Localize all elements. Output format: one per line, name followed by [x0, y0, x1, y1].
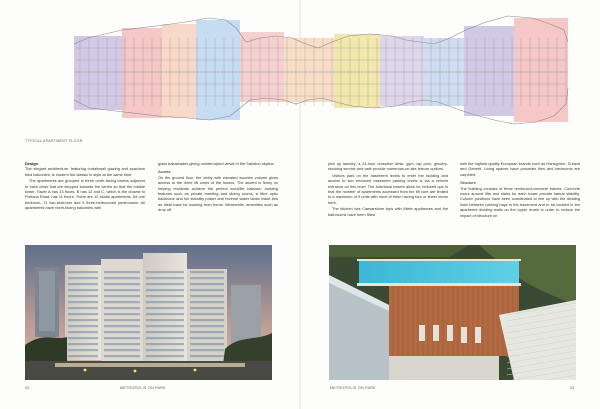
window-band	[190, 331, 224, 333]
window-band	[146, 313, 184, 315]
plan-apartment-zone	[74, 36, 126, 110]
plan-apartment-zone	[514, 18, 568, 122]
window-band	[190, 289, 224, 291]
window-band	[104, 295, 140, 297]
window-band	[68, 295, 98, 297]
paragraph: glass balustrades giving uninterrupted views of the Sandton skyline.	[158, 161, 275, 166]
paragraph: pick up laundry, a 24-hour reception desk, gym, lap pool, grocery-stocking service and café provide numerous on-site leisure options.	[328, 161, 448, 172]
window-band	[68, 307, 98, 309]
paragraph: On the ground floor, the lobby with elevated wooden volume gives access to the three lift cores of the towers. The accent is firmly on helping residents achieve the perfect work/life balance: building features such as private meeting and dining rooms, a fibre optic backbone and full standby power and reverse water tanks make this an ideal base for working from home. Meanwhile, amenities such as drop off	[158, 174, 278, 213]
window-band	[68, 313, 98, 315]
window-band	[68, 271, 98, 273]
window-band	[190, 337, 224, 339]
window-band	[190, 343, 224, 345]
window-band	[190, 271, 224, 273]
window-band	[104, 337, 140, 339]
window-band	[104, 349, 140, 351]
window-band	[104, 355, 140, 357]
window-band	[146, 331, 184, 333]
window-band	[146, 343, 184, 345]
window-band	[68, 349, 98, 351]
window-band	[146, 337, 184, 339]
pool-deck-photo	[329, 245, 576, 380]
window-band	[104, 343, 140, 345]
sun-lounger	[461, 327, 467, 343]
sun-lounger	[419, 325, 425, 341]
window-band	[146, 301, 184, 303]
plan-apartment-zone	[240, 32, 284, 102]
paragraph: The elegant architecture, featuring curtainwall glazing and spacious tiled balconies, is modern but classic in style at the same time.	[25, 166, 145, 177]
window-band	[68, 331, 98, 333]
window-band	[104, 307, 140, 309]
window-band	[190, 307, 224, 309]
window-band	[190, 325, 224, 327]
window-band	[68, 325, 98, 327]
window-band	[68, 355, 98, 357]
window-band	[146, 277, 184, 279]
window-band	[68, 277, 98, 279]
window-band	[146, 349, 184, 351]
subheading-access: Access	[158, 169, 171, 175]
window-band	[146, 283, 184, 285]
window-band	[190, 283, 224, 285]
window-band	[104, 301, 140, 303]
sun-lounger	[475, 327, 481, 343]
window-band	[104, 325, 140, 327]
window-band	[146, 289, 184, 291]
window-band	[146, 325, 184, 327]
window-band	[190, 313, 224, 315]
text-column-4	[460, 161, 580, 219]
pool-deck-illustration	[329, 245, 576, 380]
window-band	[190, 355, 224, 357]
plan-caption: TYPICAL APARTMENT FLOOR	[25, 139, 83, 143]
plan-apartment-zone	[196, 20, 240, 120]
paragraph: The kitchen has Caesarstone tops with Miele appliances and the bathrooms have been fitted	[328, 206, 448, 217]
window-band	[104, 331, 140, 333]
window-band	[190, 349, 224, 351]
window-band	[146, 319, 184, 321]
paragraph: with the highest quality European brands such as Hansgrohe, Duravit and Geberit. Living spaces have porcelain tiles and bedrooms are carpeted.	[460, 161, 580, 177]
window-band	[104, 271, 140, 273]
folio-page-number-left: 02	[25, 386, 30, 390]
section-heading-design: Design	[25, 161, 38, 166]
window-band	[68, 301, 98, 303]
window-band	[68, 289, 98, 291]
folio-page-number-right: 03	[570, 386, 575, 390]
window-band	[68, 319, 98, 321]
plan-apartment-zone	[380, 36, 424, 106]
building-exterior-photo	[25, 245, 272, 380]
window-band	[146, 295, 184, 297]
window-band	[104, 319, 140, 321]
window-band	[68, 337, 98, 339]
text-column-2	[158, 161, 278, 214]
folio-title-right: METROPOLIS ON PARK	[330, 386, 376, 390]
paragraph: The building consists of three reinforced-concrete frames. Concrete cores around lifts and stairs for each tower provide lateral stability. Column positions have been coordinated to line up with the dividing lines between parking bays in the basement and to be located in the apartment dividing walls on the upper levels in order to reduce the impact of structure on	[460, 185, 580, 218]
paragraph: Visitors park on the basement levels to enter the building and access to two enclosed basement parking levels is via a vehicle entrance on this level. The individual towers allow for reduced ops in that the number of apartments accessed from the lift core are limited to a maximum of 5 units with most of them having four or fewer doors here.	[328, 172, 448, 205]
window-band	[68, 343, 98, 345]
sun-lounger	[447, 325, 453, 341]
plan-apartment-zone	[122, 28, 162, 118]
window-band	[190, 301, 224, 303]
plan-apartment-zone	[464, 26, 514, 116]
sun-lounger	[433, 325, 439, 341]
window-band	[146, 271, 184, 273]
window-band	[104, 283, 140, 285]
text-column-3	[328, 161, 448, 218]
paragraph: The apartments are grouped in three north-facing towers adjacent to each other that are stepped towards the centre so that the middle tower, Tower A has 13 floors, B has 12 and C, which is the closest to Pretoria Road, has 11 floors. There are 12 studio apartments, 54 one bedroom, 71 two-bedroom and 9 three-bedroomed penthouses. All apartments have north-facing balconies with	[25, 178, 145, 211]
window-band	[190, 277, 224, 279]
window-band	[68, 283, 98, 285]
window-band	[190, 319, 224, 321]
typical-floor-plan	[70, 8, 572, 136]
subheading-structure: Structure	[460, 180, 476, 186]
window-band	[104, 313, 140, 315]
window-band	[104, 277, 140, 279]
text-column-1	[25, 161, 145, 212]
plan-apartment-zone	[284, 38, 334, 102]
building-exterior-illustration	[25, 245, 272, 380]
folio-title-left: METROPOLIS ON PARK	[120, 386, 166, 390]
window-band	[104, 289, 140, 291]
window-band	[190, 295, 224, 297]
window-band	[146, 355, 184, 357]
window-band	[146, 307, 184, 309]
